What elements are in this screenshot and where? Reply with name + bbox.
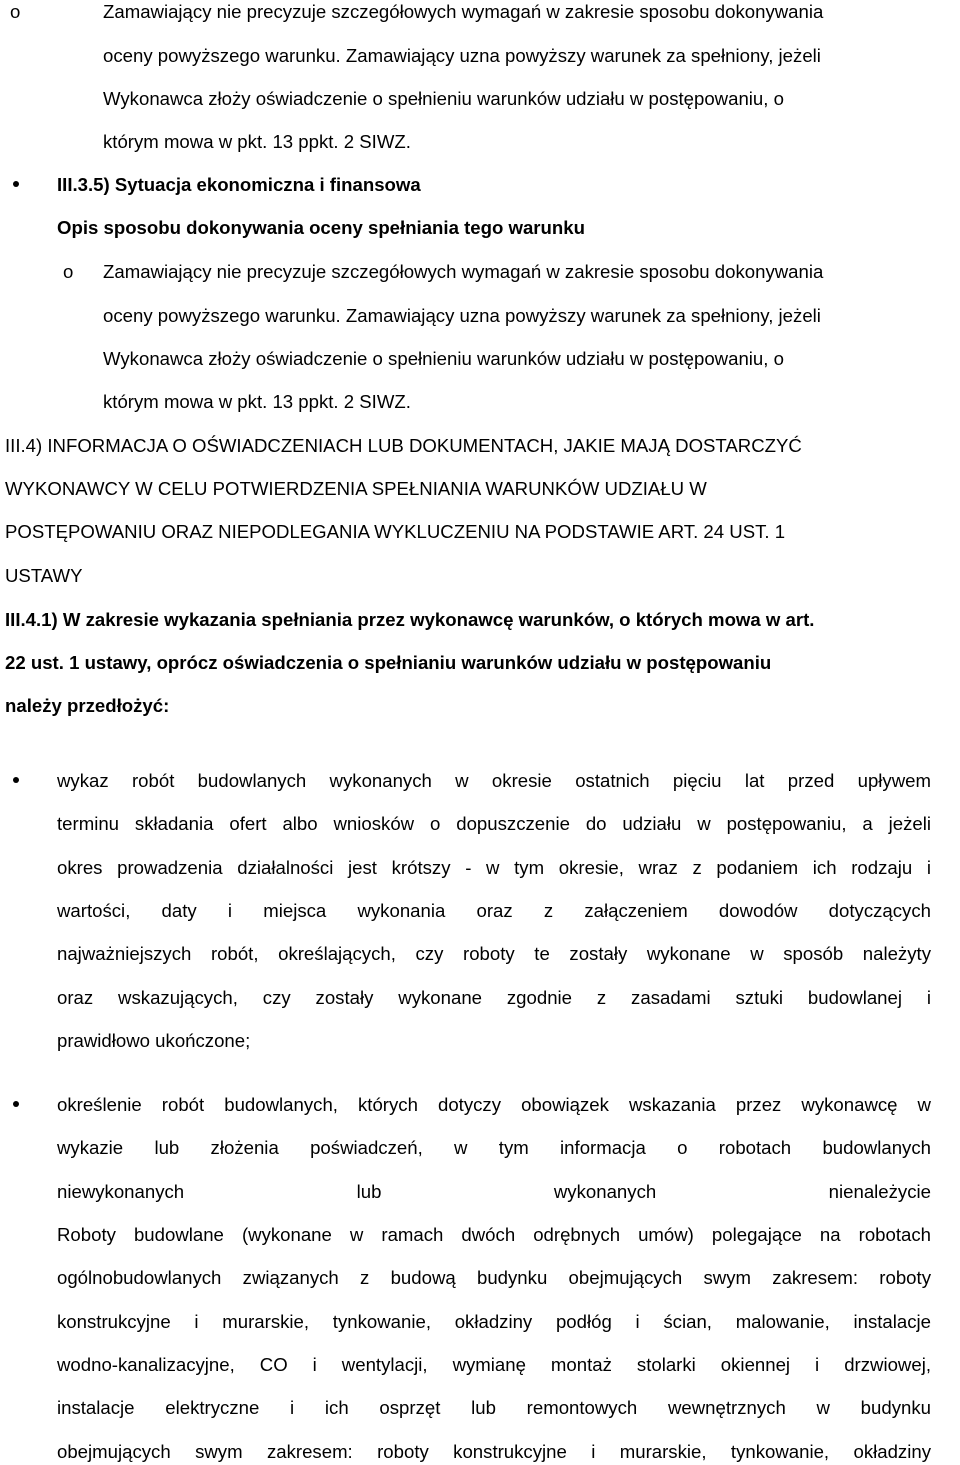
subsection-heading: 22 ust. 1 ustawy, oprócz oświadczenia o spełnianiu warunków udziału w postępowaniu <box>5 652 772 673</box>
paragraph-line: którym mowa w pkt. 13 ppkt. 2 SIWZ. <box>103 391 411 412</box>
paragraph-line: którym mowa w pkt. 13 ppkt. 2 SIWZ. <box>103 131 411 152</box>
list-item-line: instalacje elektryczne i ich osprzęt lub remontowych wewnętrznych w budynku <box>57 1397 931 1418</box>
paragraph-line: Wykonawca złoży oświadczenie o spełnieniu warunków udziału w postępowaniu, o <box>103 88 784 109</box>
list-item-line: wodno-kanalizacyjne, CO i wentylacji, wymianę montaż stolarki okiennej i drzwiowej, <box>57 1354 931 1375</box>
list-item-line: prawidłowo ukończone; <box>57 1030 251 1051</box>
subsection-heading: III.4.1) W zakresie wykazania spełniania przez wykonawcę warunków, o których mowa w art. <box>5 609 815 630</box>
list-item-line: oraz wskazujących, czy zostały wykonane zgodnie z zasadami sztuki budowlanej i <box>57 987 931 1008</box>
bullet-dot <box>13 181 19 187</box>
list-item-line: okres prowadzenia działalności jest krótszy - w tym okresie, wraz z podaniem ich rodzaju i <box>57 857 931 878</box>
section-heading: POSTĘPOWANIU ORAZ NIEPODLEGANIA WYKLUCZENIU NA PODSTAWIE ART. 24 UST. 1 <box>5 521 786 542</box>
section-heading: USTAWY <box>5 565 83 586</box>
bullet-dot <box>13 777 19 783</box>
paragraph-line: Zamawiający nie precyzuje szczegółowych wymagań w zakresie sposobu dokonywania <box>103 1 824 22</box>
list-item-line: najważniejszych robót, określających, czy roboty te zostały wykonane w sposób należyty <box>57 943 931 964</box>
paragraph-line: Zamawiający nie precyzuje szczegółowych wymagań w zakresie sposobu dokonywania <box>103 261 824 282</box>
subsection-heading: należy przedłożyć: <box>5 695 170 716</box>
bullet-dot <box>13 1101 19 1107</box>
list-item-line: wykazie lub złożenia poświadczeń, w tym informacja o robotach budowlanych <box>57 1137 931 1158</box>
section-heading: III.4) INFORMACJA O OŚWIADCZENIACH LUB DOKUMENTACH, JAKIE MAJĄ DOSTARCZYĆ <box>5 435 802 456</box>
paragraph-line: oceny powyższego warunku. Zamawiający uzna powyższy warunek za spełniony, jeżeli <box>103 305 821 326</box>
list-item-line: Roboty budowlane (wykonane w ramach dwóch odrębnych umów) polegające na robotach <box>57 1224 931 1245</box>
paragraph-line: Wykonawca złoży oświadczenie o spełnieniu warunków udziału w postępowaniu, o <box>103 348 784 369</box>
list-item-line: obejmujących swym zakresem: roboty konstrukcyjne i murarskie, tynkowanie, okładziny <box>57 1441 931 1462</box>
list-item-line: konstrukcyjne i murarskie, tynkowanie, okładziny podłóg i ścian, malowanie, instalacje <box>57 1311 931 1332</box>
paragraph-line: oceny powyższego warunku. Zamawiający uzna powyższy warunek za spełniony, jeżeli <box>103 45 821 66</box>
list-item-line: ogólnobudowlanych związanych z budową budynku obejmujących swym zakresem: roboty <box>57 1267 931 1288</box>
list-item-line: terminu składania ofert albo wniosków o dopuszczenie do udziału w postępowaniu, a jeżeli <box>57 813 931 834</box>
section-heading: WYKONAWCY W CELU POTWIERDZENIA SPEŁNIANIA WARUNKÓW UDZIAŁU W <box>5 478 707 499</box>
circle-bullet: o <box>10 1 21 22</box>
circle-bullet: o <box>63 261 74 282</box>
list-item-line: niewykonanych lub wykonanych nienależycie <box>57 1181 931 1202</box>
section-subheading: Opis sposobu dokonywania oceny spełniania tego warunku <box>57 217 585 238</box>
list-item-line: wykaz robót budowlanych wykonanych w okresie ostatnich pięciu lat przed upływem <box>57 770 931 791</box>
section-heading: III.3.5) Sytuacja ekonomiczna i finansowa <box>57 174 421 195</box>
list-item-line: określenie robót budowlanych, których dotyczy obowiązek wskazania przez wykonawcę w <box>57 1094 931 1115</box>
list-item-line: wartości, daty i miejsca wykonania oraz z załączeniem dowodów dotyczących <box>57 900 931 921</box>
